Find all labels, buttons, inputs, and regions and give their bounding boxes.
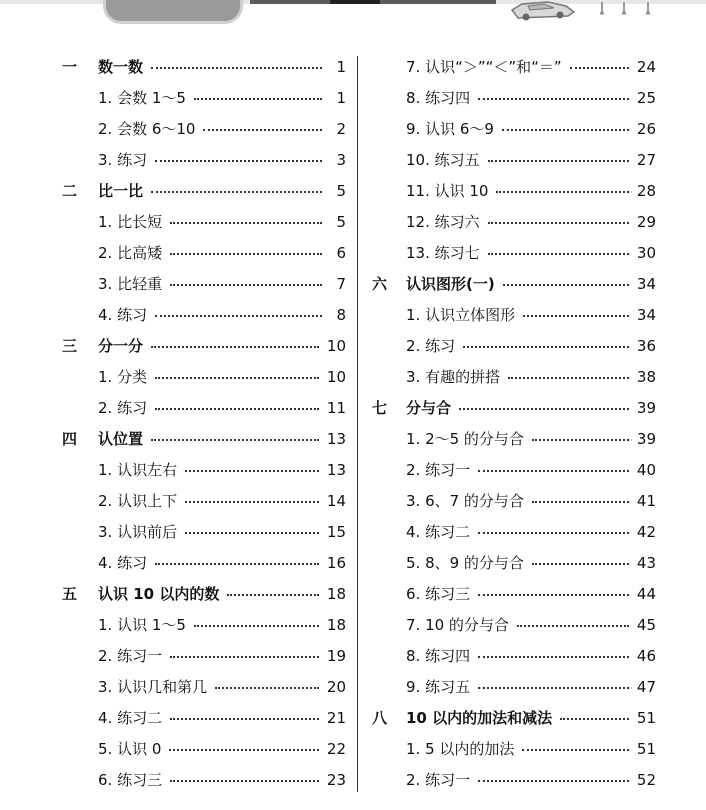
toc-chapter-row[interactable] [62,578,346,609]
page-number: 52 [636,770,656,789]
dot-leader [155,408,319,410]
toc-item-row[interactable] [62,547,346,578]
page-number: 24 [636,57,656,76]
page-number: 40 [636,460,656,479]
page-number: 34 [636,305,656,324]
toc-chapter-row[interactable] [62,51,346,82]
dot-leader [478,470,629,472]
item-title: 4. 练习 [98,554,148,572]
page-number: 10 [326,336,346,355]
page-number: 51 [636,739,656,758]
item-title: 2. 认识上下 [98,492,178,510]
item-title: 3. 认识几和第几 [98,678,208,696]
item-title: 2. 比高矮 [98,244,163,262]
dot-leader [170,253,322,255]
page-number: 7 [336,274,346,293]
toc-chapter-row[interactable] [62,330,346,361]
page-number: 39 [636,429,656,448]
toc-chapter-row[interactable] [62,423,346,454]
dot-leader [169,749,319,751]
page-number: 47 [636,677,656,696]
dot-leader [170,780,319,782]
page-number: 26 [636,119,656,138]
dot-leader [155,563,319,565]
chapter-number: 六 [372,275,388,293]
chapter-title: 认识图形(一) [406,275,495,293]
chapter-number: 八 [372,709,388,727]
dot-leader [185,501,319,503]
chapter-number: 七 [372,399,388,417]
item-title: 9. 练习五 [406,678,471,696]
dot-leader [170,284,322,286]
toc-item-row[interactable] [62,764,346,795]
page-number: 2 [336,119,346,138]
toc-item-row[interactable] [372,671,656,702]
dot-leader [532,563,629,565]
toc-item-row[interactable] [372,299,656,330]
chapter-title: 比一比 [98,182,144,200]
top-border-accent-dark [330,0,380,4]
dot-leader [478,98,629,100]
page-number: 28 [636,181,656,200]
chapter-number: 五 [62,585,78,603]
toc-item-row[interactable] [62,113,346,144]
dot-leader [185,470,319,472]
dot-leader [488,160,629,162]
chapter-title: 10 以内的加法和减法 [406,709,553,727]
item-title: 4. 练习 [98,306,148,324]
item-title: 2. 会数 6～10 [98,120,196,138]
item-title: 8. 练习四 [406,89,471,107]
page-number: 38 [636,367,656,386]
page-number: 20 [326,677,346,696]
toc-item-row[interactable] [372,640,656,671]
item-title: 2. 练习一 [406,771,471,789]
dot-leader [170,718,319,720]
dot-leader [488,222,629,224]
page-number: 18 [326,615,346,634]
toc-item-row[interactable] [372,764,656,795]
item-title: 7. 认识“＞”“＜”和“＝” [406,58,562,76]
item-title: 5. 认识 0 [98,740,162,758]
chapter-title: 认位置 [98,430,144,448]
item-title: 12. 练习六 [406,213,480,231]
dot-leader [478,656,629,658]
toc-item-row[interactable] [62,485,346,516]
toc-right-column [372,51,656,795]
dot-leader [459,408,629,410]
page-number: 19 [326,646,346,665]
item-title: 3. 6、7 的分与合 [406,492,524,510]
page-number: 5 [336,181,346,200]
dot-leader [478,687,629,689]
toc-item-row[interactable] [62,609,346,640]
dot-leader [194,98,322,100]
page-number: 27 [636,150,656,169]
toc-item-row[interactable] [62,299,346,330]
page-number: 43 [636,553,656,572]
chapter-number: 二 [62,182,78,200]
dot-leader [194,625,319,627]
page-number: 22 [326,739,346,758]
dot-leader [503,284,629,286]
page-number: 23 [326,770,346,789]
item-title: 1. 认识 1～5 [98,616,186,634]
toc-item-row[interactable] [62,733,346,764]
dot-leader [508,377,629,379]
item-title: 3. 练习 [98,151,148,169]
toc-chapter-row[interactable] [62,175,346,206]
page-number: 8 [336,305,346,324]
page-number: 5 [336,212,346,231]
page-number: 46 [636,646,656,665]
chapter-title: 认识 10 以内的数 [98,585,220,603]
item-title: 11. 认识 10 [406,182,489,200]
toc-item-row[interactable] [62,454,346,485]
item-title: 4. 练习二 [406,523,471,541]
toc-item-row[interactable] [62,702,346,733]
toc-chapter-row[interactable] [372,392,656,423]
page-number: 42 [636,522,656,541]
toc-item-row[interactable] [372,113,656,144]
pins-decoration-icon [596,2,656,16]
item-title: 1. 5 以内的加法 [406,740,515,758]
dot-leader [155,160,322,162]
dot-leader [532,439,629,441]
toc-item-row[interactable] [62,640,346,671]
dot-leader [151,67,322,69]
toc-item-row[interactable] [372,609,656,640]
dot-leader [155,315,322,317]
page-number: 10 [326,367,346,386]
page-number: 30 [636,243,656,262]
dot-leader [203,129,322,131]
toc-item-row[interactable] [372,547,656,578]
toc-item-row[interactable] [372,175,656,206]
toc-item-row[interactable] [62,237,346,268]
toc-left-column [62,51,346,795]
page-number: 14 [326,491,346,510]
chapter-number: 一 [62,58,78,76]
item-title: 4. 练习二 [98,709,163,727]
chapter-number: 三 [62,337,78,355]
page-number: 15 [326,522,346,541]
dot-leader [570,67,629,69]
dot-leader [185,532,319,534]
dot-leader [227,594,319,596]
page-number: 34 [636,274,656,293]
toc-item-row[interactable] [372,330,656,361]
toc-item-row[interactable] [62,671,346,702]
page-number: 6 [336,243,346,262]
chapter-title: 分与合 [406,399,452,417]
page-number: 45 [636,615,656,634]
toc-item-row[interactable] [372,454,656,485]
page-number: 21 [326,708,346,727]
dot-leader [517,625,629,627]
dot-leader [496,191,628,193]
item-title: 2. 练习一 [98,647,163,665]
item-title: 2. 练习 [406,337,456,355]
dot-leader [151,439,319,441]
dot-leader [478,780,629,782]
dot-leader [478,532,629,534]
dot-leader [155,377,319,379]
dot-leader [463,346,629,348]
page-number: 11 [326,398,346,417]
toc-chapter-row[interactable] [372,702,656,733]
toc-item-row[interactable] [62,144,346,175]
item-title: 2. 练习 [98,399,148,417]
item-title: 3. 认识前后 [98,523,178,541]
dot-leader [523,315,629,317]
dot-leader [532,501,629,503]
item-title: 1. 认识左右 [98,461,178,479]
toc-item-row[interactable] [372,82,656,113]
item-title: 1. 会数 1～5 [98,89,186,107]
dot-leader [151,191,322,193]
page-number: 51 [636,708,656,727]
page-number: 36 [636,336,656,355]
toc-item-row[interactable] [372,578,656,609]
item-title: 1. 分类 [98,368,148,386]
toc-item-row[interactable] [372,51,656,82]
page-number: 25 [636,88,656,107]
dot-leader [560,718,629,720]
toc-item-row[interactable] [62,82,346,113]
dot-leader [522,749,629,751]
toc-item-row[interactable] [372,485,656,516]
dot-leader [170,656,319,658]
page-number: 29 [636,212,656,231]
page-number: 39 [636,398,656,417]
chapter-title: 分一分 [98,337,144,355]
toc-item-row[interactable] [372,733,656,764]
item-title: 1. 认识立体图形 [406,306,516,324]
page-number: 13 [326,460,346,479]
item-title: 6. 练习三 [406,585,471,603]
item-title: 8. 练习四 [406,647,471,665]
toy-car-icon [508,0,578,22]
item-title: 2. 练习一 [406,461,471,479]
header-tab-decoration [103,0,243,24]
toc-chapter-row[interactable] [372,268,656,299]
item-title: 5. 8、9 的分与合 [406,554,524,572]
chapter-title: 数一数 [98,58,144,76]
toc-item-row[interactable] [62,206,346,237]
toc-item-row[interactable] [62,516,346,547]
toc-item-row[interactable] [372,144,656,175]
page-number: 3 [336,150,346,169]
toc-item-row[interactable] [62,392,346,423]
item-title: 13. 练习七 [406,244,480,262]
dot-leader [488,253,629,255]
dot-leader [478,594,629,596]
page-number: 18 [326,584,346,603]
item-title: 9. 认识 6～9 [406,120,494,138]
toc-item-row[interactable] [372,206,656,237]
column-divider [357,56,358,792]
item-title: 6. 练习三 [98,771,163,789]
item-title: 1. 2～5 的分与合 [406,430,524,448]
chapter-number: 四 [62,430,78,448]
toc-item-row[interactable] [372,423,656,454]
item-title: 3. 比轻重 [98,275,163,293]
item-title: 10. 练习五 [406,151,480,169]
item-title: 7. 10 的分与合 [406,616,509,634]
page-number: 41 [636,491,656,510]
toc-item-row[interactable] [372,361,656,392]
item-title: 1. 比长短 [98,213,163,231]
page-number: 44 [636,584,656,603]
toc-item-row[interactable] [62,268,346,299]
item-title: 3. 有趣的拼搭 [406,368,501,386]
toc-item-row[interactable] [62,361,346,392]
dot-leader [502,129,629,131]
dot-leader [151,346,319,348]
page-number: 16 [326,553,346,572]
page-number: 13 [326,429,346,448]
toc-item-row[interactable] [372,237,656,268]
dot-leader [170,222,322,224]
toc-item-row[interactable] [372,516,656,547]
dot-leader [215,687,319,689]
page-number: 1 [336,88,346,107]
page-number: 1 [336,57,346,76]
